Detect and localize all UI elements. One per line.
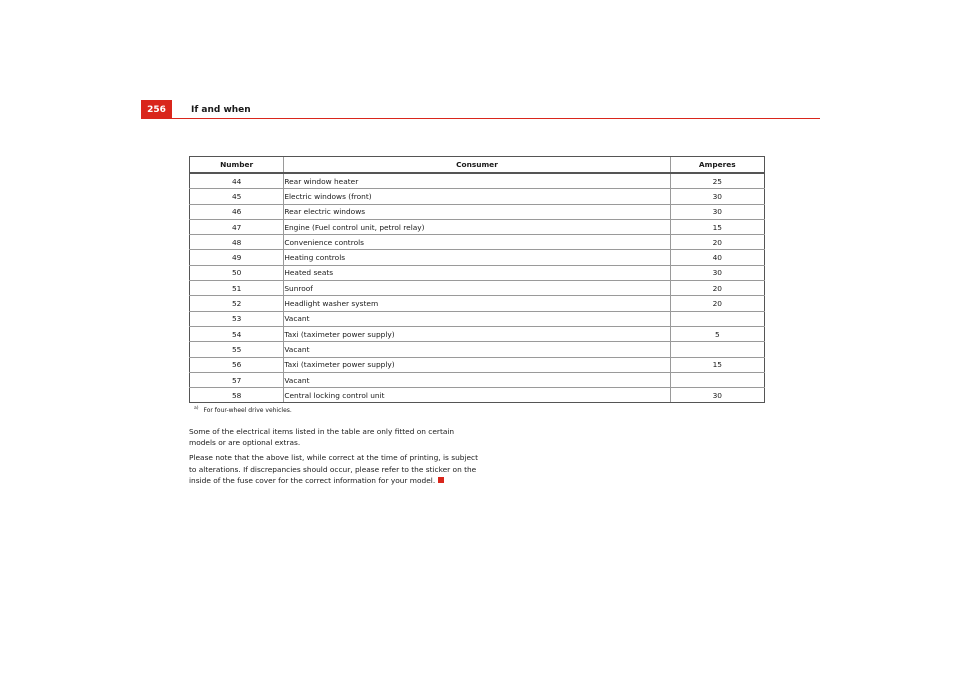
page-number: 256 bbox=[141, 100, 172, 119]
page-header bbox=[141, 100, 820, 119]
cell-amperes: 20 bbox=[670, 281, 764, 296]
table-row bbox=[190, 173, 765, 189]
table-row bbox=[190, 219, 765, 234]
table-row bbox=[190, 281, 765, 296]
cell-number: 53 bbox=[190, 311, 284, 326]
footnote-text: For four-wheel drive vehicles. bbox=[203, 407, 292, 414]
cell-number: 48 bbox=[190, 235, 284, 250]
cell-consumer: Vacant bbox=[284, 342, 670, 357]
paragraph-optional-extras: Some of the electrical items listed in the table are only fitted on certain models or are optional extras. bbox=[189, 427, 455, 448]
cell-amperes: 30 bbox=[670, 204, 764, 219]
cell-amperes: 20 bbox=[670, 235, 764, 250]
cell-number: 52 bbox=[190, 296, 284, 311]
table-row bbox=[190, 204, 765, 219]
cell-number: 56 bbox=[190, 357, 284, 372]
cell-amperes: 20 bbox=[670, 296, 764, 311]
footnote-marker: a) bbox=[194, 406, 199, 411]
cell-consumer: Heating controls bbox=[284, 250, 670, 265]
cell-number: 54 bbox=[190, 326, 284, 341]
cell-amperes bbox=[670, 342, 764, 357]
table-row bbox=[190, 265, 765, 280]
column-header-amperes: Amperes bbox=[670, 157, 764, 174]
cell-amperes: 15 bbox=[670, 219, 764, 234]
cell-consumer: Central locking control unit bbox=[284, 388, 670, 403]
cell-number: 44 bbox=[190, 173, 284, 189]
table-row bbox=[190, 296, 765, 311]
cell-consumer: Rear electric windows bbox=[284, 204, 670, 219]
cell-number: 46 bbox=[190, 204, 284, 219]
body-text bbox=[189, 426, 479, 490]
cell-consumer: Headlight washer system bbox=[284, 296, 670, 311]
section-title: If and when bbox=[191, 105, 251, 115]
cell-number: 50 bbox=[190, 265, 284, 280]
fuse-table-body bbox=[190, 173, 765, 403]
cell-consumer: Taxi (taximeter power supply) bbox=[284, 357, 670, 372]
cell-number: 47 bbox=[190, 219, 284, 234]
cell-consumer: Heated seats bbox=[284, 265, 670, 280]
table-row bbox=[190, 235, 765, 250]
end-of-section-icon bbox=[438, 477, 444, 483]
cell-consumer: Convenience controls bbox=[284, 235, 670, 250]
cell-number: 51 bbox=[190, 281, 284, 296]
table-row bbox=[190, 372, 765, 387]
paragraph-list-note-text: Please note that the above list, while correct at the time of printing, is subject to alterations. If discrepancies should occur, please refer to the sticker on the inside of the fuse cover for the correct information for your model. bbox=[189, 453, 478, 485]
cell-consumer: Engine (Fuel control unit, petrol relay) bbox=[284, 219, 670, 234]
table-row bbox=[190, 357, 765, 372]
table-row bbox=[190, 342, 765, 357]
cell-consumer: Vacant bbox=[284, 311, 670, 326]
cell-consumer: Electric windows (front) bbox=[284, 189, 670, 204]
cell-number: 49 bbox=[190, 250, 284, 265]
cell-consumer: Rear window heater bbox=[284, 173, 670, 189]
header-rule bbox=[172, 118, 820, 119]
table-row bbox=[190, 388, 765, 403]
cell-number: 57 bbox=[190, 372, 284, 387]
column-header-number: Number bbox=[190, 157, 284, 174]
cell-amperes: 30 bbox=[670, 265, 764, 280]
cell-amperes: 5 bbox=[670, 326, 764, 341]
cell-amperes bbox=[670, 311, 764, 326]
table-row bbox=[190, 250, 765, 265]
table-row bbox=[190, 311, 765, 326]
table-row bbox=[190, 326, 765, 341]
cell-amperes: 30 bbox=[670, 388, 764, 403]
cell-number: 58 bbox=[190, 388, 284, 403]
column-header-consumer: Consumer bbox=[284, 157, 670, 174]
paragraph-list-note bbox=[189, 452, 479, 486]
cell-amperes: 40 bbox=[670, 250, 764, 265]
cell-number: 45 bbox=[190, 189, 284, 204]
cell-amperes bbox=[670, 372, 764, 387]
footnote bbox=[194, 406, 292, 414]
table-row bbox=[190, 189, 765, 204]
cell-consumer: Vacant bbox=[284, 372, 670, 387]
table-header-row bbox=[190, 157, 765, 174]
cell-consumer: Taxi (taximeter power supply) bbox=[284, 326, 670, 341]
cell-amperes: 25 bbox=[670, 173, 764, 189]
cell-amperes: 30 bbox=[670, 189, 764, 204]
fuse-table bbox=[189, 156, 765, 403]
cell-consumer: Sunroof bbox=[284, 281, 670, 296]
cell-amperes: 15 bbox=[670, 357, 764, 372]
cell-number: 55 bbox=[190, 342, 284, 357]
